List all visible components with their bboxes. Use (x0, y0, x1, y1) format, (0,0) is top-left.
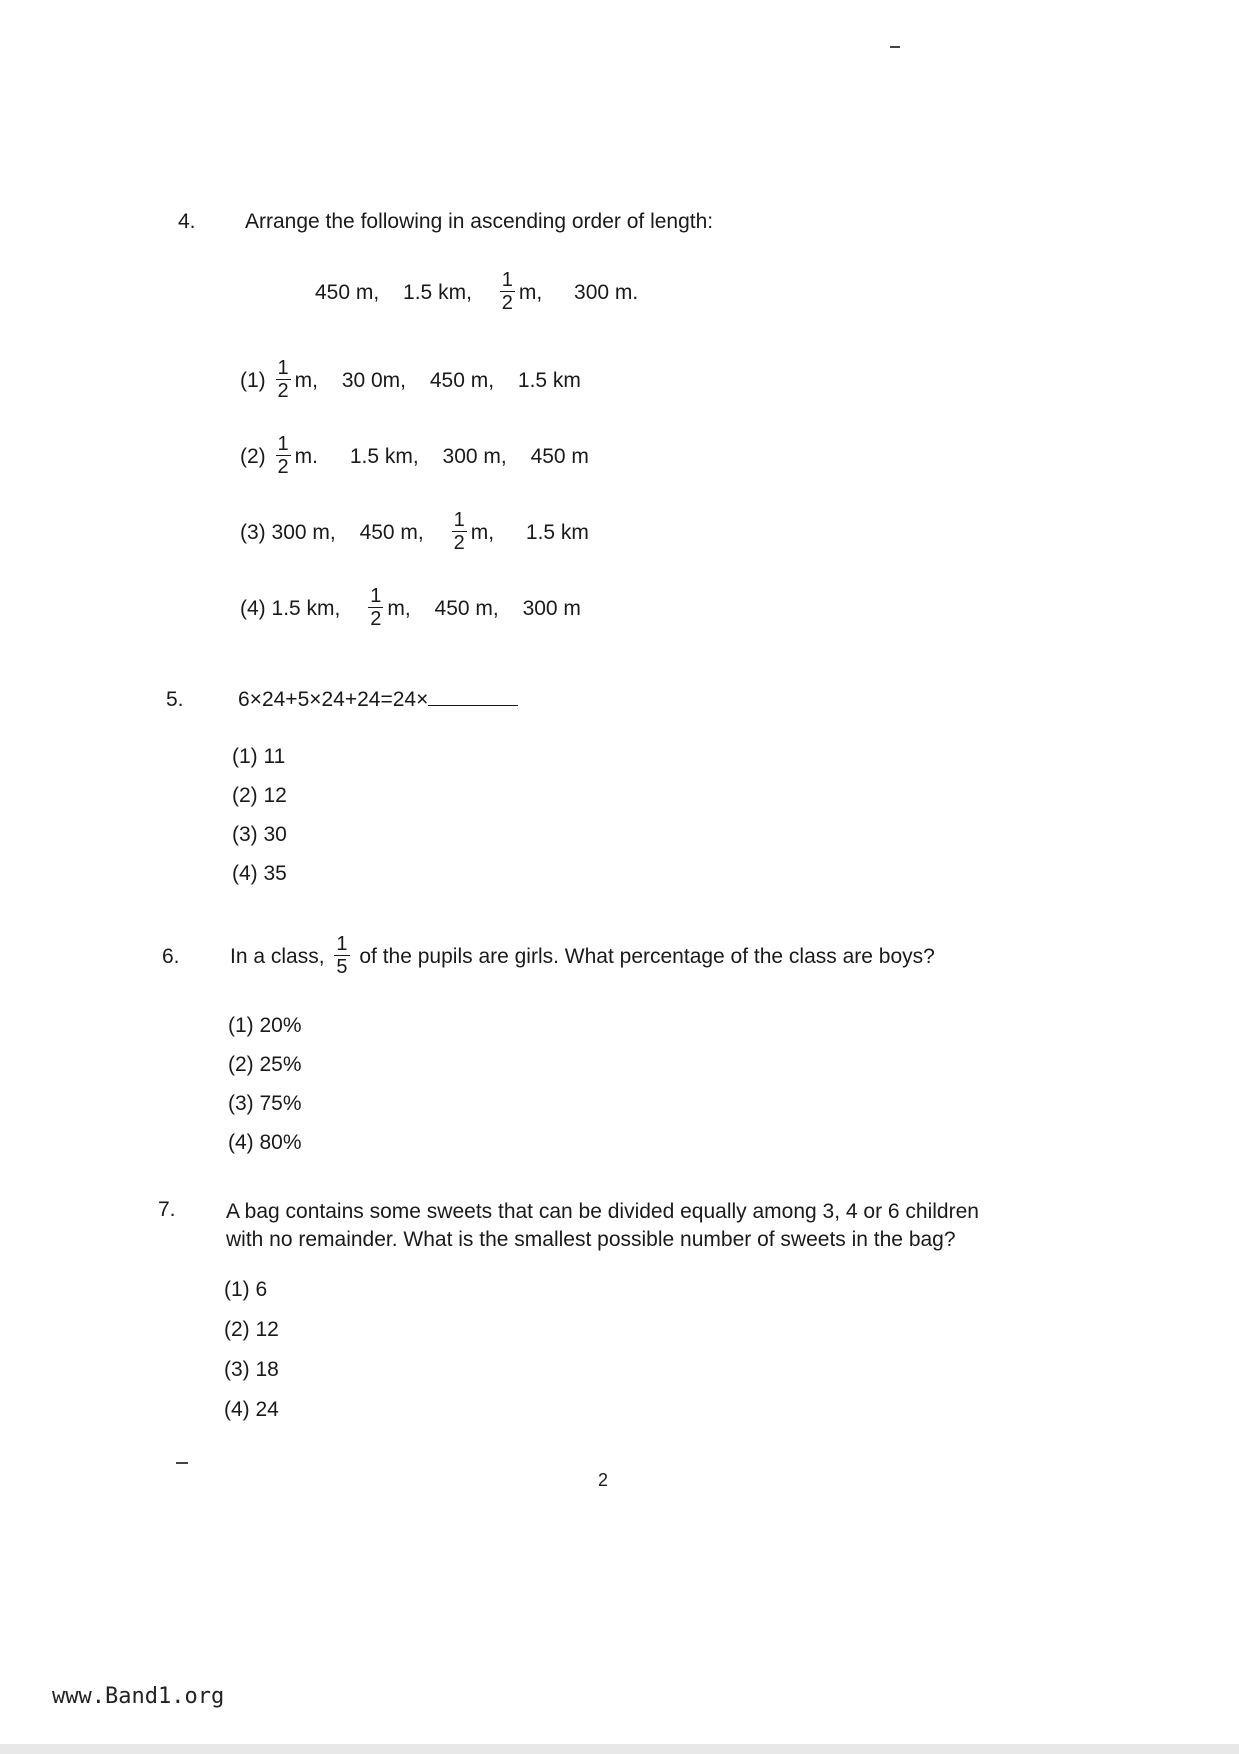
q7-option-4[interactable]: (4) 24 (224, 1398, 279, 1421)
answer-blank (428, 705, 518, 706)
option-fraction: $\frac{1}{2}$ (370, 585, 382, 630)
option-part: 450 m, (359, 521, 424, 545)
option-part: 1.5 km (525, 521, 589, 545)
q4-items (315, 269, 639, 315)
q5-number: 5. (166, 688, 184, 711)
q7-prompt-line1: A bag contains some sweets that can be divided equally among 3, 4 or 6 children (226, 1200, 979, 1223)
q5-option-2[interactable]: (2) 12 (232, 784, 287, 807)
q7-option-1[interactable]: (1) 6 (224, 1278, 268, 1301)
option-fraction: $\frac{1}{2}$ (277, 357, 289, 402)
bottom-strip (0, 1744, 1239, 1754)
option-label: (3) (240, 521, 266, 545)
option-part: 450 m (530, 445, 589, 469)
option-unit: m, (294, 369, 318, 393)
q5-option-3[interactable]: (3) 30 (232, 823, 287, 846)
q6-option-1[interactable]: (1) 20% (228, 1014, 302, 1037)
q6-number: 6. (162, 945, 180, 968)
q4-option-3[interactable] (240, 509, 589, 555)
q5-option-1[interactable]: (1) 11 (232, 745, 286, 768)
q6-option-3[interactable]: (3) 75% (228, 1092, 302, 1115)
q4-item-b: 1.5 km, (403, 281, 472, 305)
q4-item-fraction: $\frac{1}{2}$ (501, 269, 513, 314)
option-unit: m, (387, 597, 411, 621)
q4-option-2[interactable] (240, 433, 589, 479)
q7-prompt-line2: with no remainder. What is the smallest possible number of sweets in the bag? (226, 1228, 956, 1251)
option-part: 1.5 km, (349, 445, 419, 469)
option-part: 300 m, (271, 521, 336, 545)
q4-option-1[interactable] (240, 357, 581, 403)
q6-option-4[interactable]: (4) 80% (228, 1131, 302, 1154)
option-part: 450 m, (434, 597, 499, 621)
q7-number: 7. (158, 1198, 176, 1221)
q4-item-d: 300 m. (574, 281, 639, 305)
option-part: 300 m (522, 597, 581, 621)
q5-option-4[interactable]: (4) 35 (232, 862, 287, 885)
option-part: 30 0m, (341, 369, 407, 393)
q6-option-2[interactable]: (2) 25% (228, 1053, 302, 1076)
q4-number: 4. (178, 210, 196, 233)
option-part: 450 m, (429, 369, 495, 393)
option-unit: m, (470, 521, 495, 545)
scan-mark (890, 46, 900, 48)
scan-mark (176, 1462, 188, 1464)
option-fraction: $\frac{1}{2}$ (277, 433, 289, 478)
page-number: 2 (598, 1470, 609, 1490)
option-part: 1.5 km (517, 369, 581, 393)
q7-option-2[interactable]: (2) 12 (224, 1318, 279, 1341)
option-label: (1) (240, 369, 266, 393)
q4-item-c: m, (518, 281, 543, 305)
q4-option-4[interactable] (240, 585, 581, 631)
q4-item-a: 450 m, (315, 281, 380, 305)
option-part: 300 m, (442, 445, 507, 469)
q7-option-3[interactable]: (3) 18 (224, 1358, 279, 1381)
option-fraction: $\frac{1}{2}$ (453, 509, 465, 554)
q4-prompt: Arrange the following in ascending order of length: (245, 210, 714, 233)
option-unit: m. (294, 445, 318, 469)
q6-fraction: $\frac{1}{5}$ (336, 933, 348, 978)
option-label: (2) (240, 445, 266, 469)
q5-equation: 6×24+5×24+24=24× (238, 688, 518, 712)
q6-prompt: In a class, $\frac{1}{5}$ of the pupils are girls. What percentage of the class are boys? (230, 933, 935, 978)
option-part: 1.5 km, (271, 597, 341, 621)
footer-url: www.Band1.org (52, 1684, 225, 1709)
option-label: (4) (240, 597, 266, 621)
